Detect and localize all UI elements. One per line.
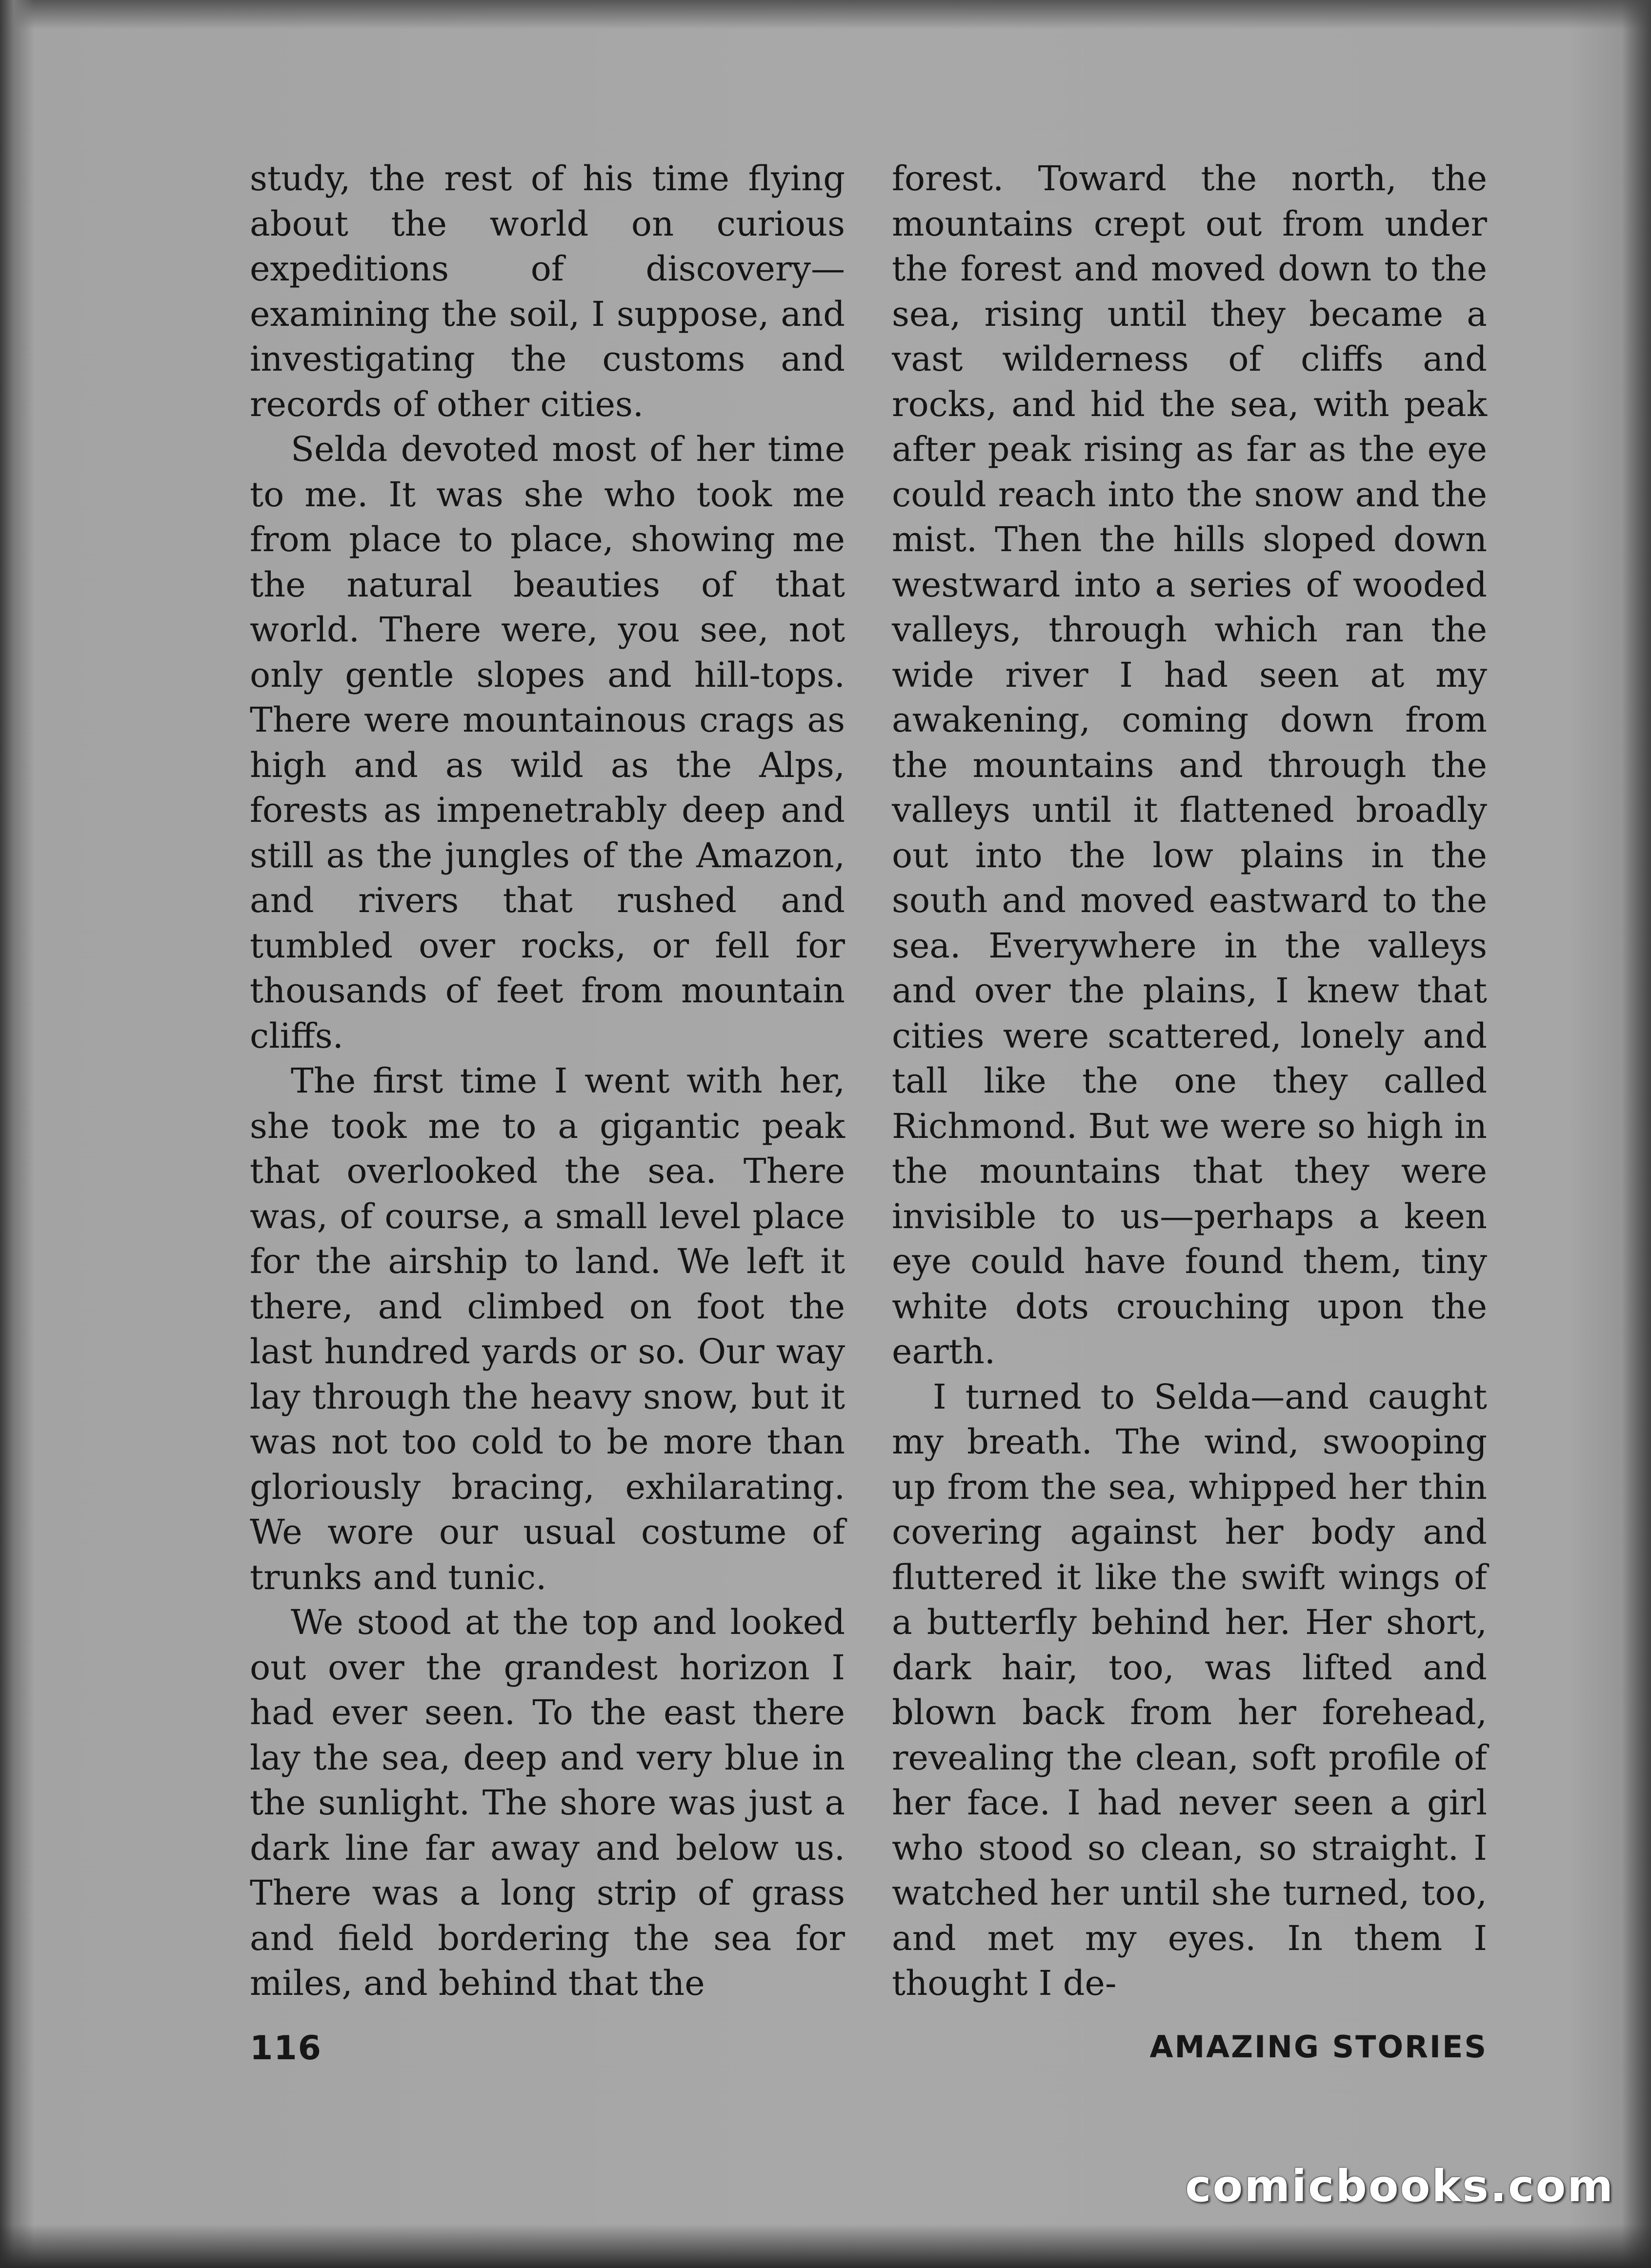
paragraph: I turned to Selda—and caught my breath. The wind, swooping up from the sea, whipped her thin covering against her body and fluttered it like the swift wings of a butterfly behind her. Her short, dark hair, too, was lifted and blown back from her forehead, revealing the clean, soft profile of her face. I had never seen a girl who stood so clean, so straight. I watched her until she turned, too, and met my eyes. In them I thought I de- xyxy=(892,1376,1487,2003)
watermark: comicbooks.com xyxy=(1185,2161,1614,2212)
page-number: 116 xyxy=(250,2029,322,2068)
left-text-column xyxy=(250,156,845,2006)
page-top-shadow xyxy=(0,0,1651,29)
paragraph: Selda devoted most of her time to me. It was she who took me from place to place, showing me the natural beauties of that world. There were, you see, not only gentle slopes and hill-tops. There were mountainous crags as high and as wild as the Alps, forests as impenetrably deep and still as the jungles of the Amazon, and rivers that rushed and tumbled over rocks, or fell for thousands of feet from mountain cliffs. xyxy=(250,429,845,1056)
page-left-edge xyxy=(0,0,34,2268)
page-right-edge xyxy=(1622,0,1651,2268)
paragraph: forest. Toward the north, the mountains crept out from under the forest and moved down to the sea, rising until they became a vast wilderness of cliffs and rocks, and hid the sea, with peak after peak rising as far as the eye could reach into the snow and the mist. Then the hills sloped down westward into a series of wooded valleys, through which ran the wide river I had seen at my awakening, coming down from the mountains and through the valleys until it flattened broadly out into the low plains in the south and moved eastward to the sea. Everywhere in the valleys and over the plains, I knew that cities were scattered, lonely and tall like the one they called Richmond. But we were so high in the mountains that they were invisible to us—perhaps a keen eye could have found them, tiny white dots crouching upon the earth. xyxy=(892,159,1487,1372)
paragraph: The first time I went with her, she took me to a gigantic peak that overlooked the sea. There was, of course, a small level place for the airship to land. We left it there, and climbed on foot the last hundred yards or so. Our way lay through the heavy snow, but it was not too cold to be more than gloriously bracing, exhilarating. We wore our usual costume of trunks and tunic. xyxy=(250,1061,845,1597)
right-text-column xyxy=(892,156,1487,2006)
magazine-title: AMAZING STORIES xyxy=(1149,2029,1488,2065)
page-bottom-shadow xyxy=(0,2224,1651,2268)
paragraph: study, the rest of his time flying about the world on curious expeditions of discovery—examining the soil, I suppose, and investigating the customs and records of other cities. xyxy=(250,159,845,424)
paragraph: We stood at the top and looked out over the grandest horizon I had ever seen. To the east there lay the sea, deep and very blue in the sunlight. The shore was just a dark line far away and below us. There was a long strip of grass and field bordering the sea for miles, and behind that the xyxy=(250,1602,845,2003)
